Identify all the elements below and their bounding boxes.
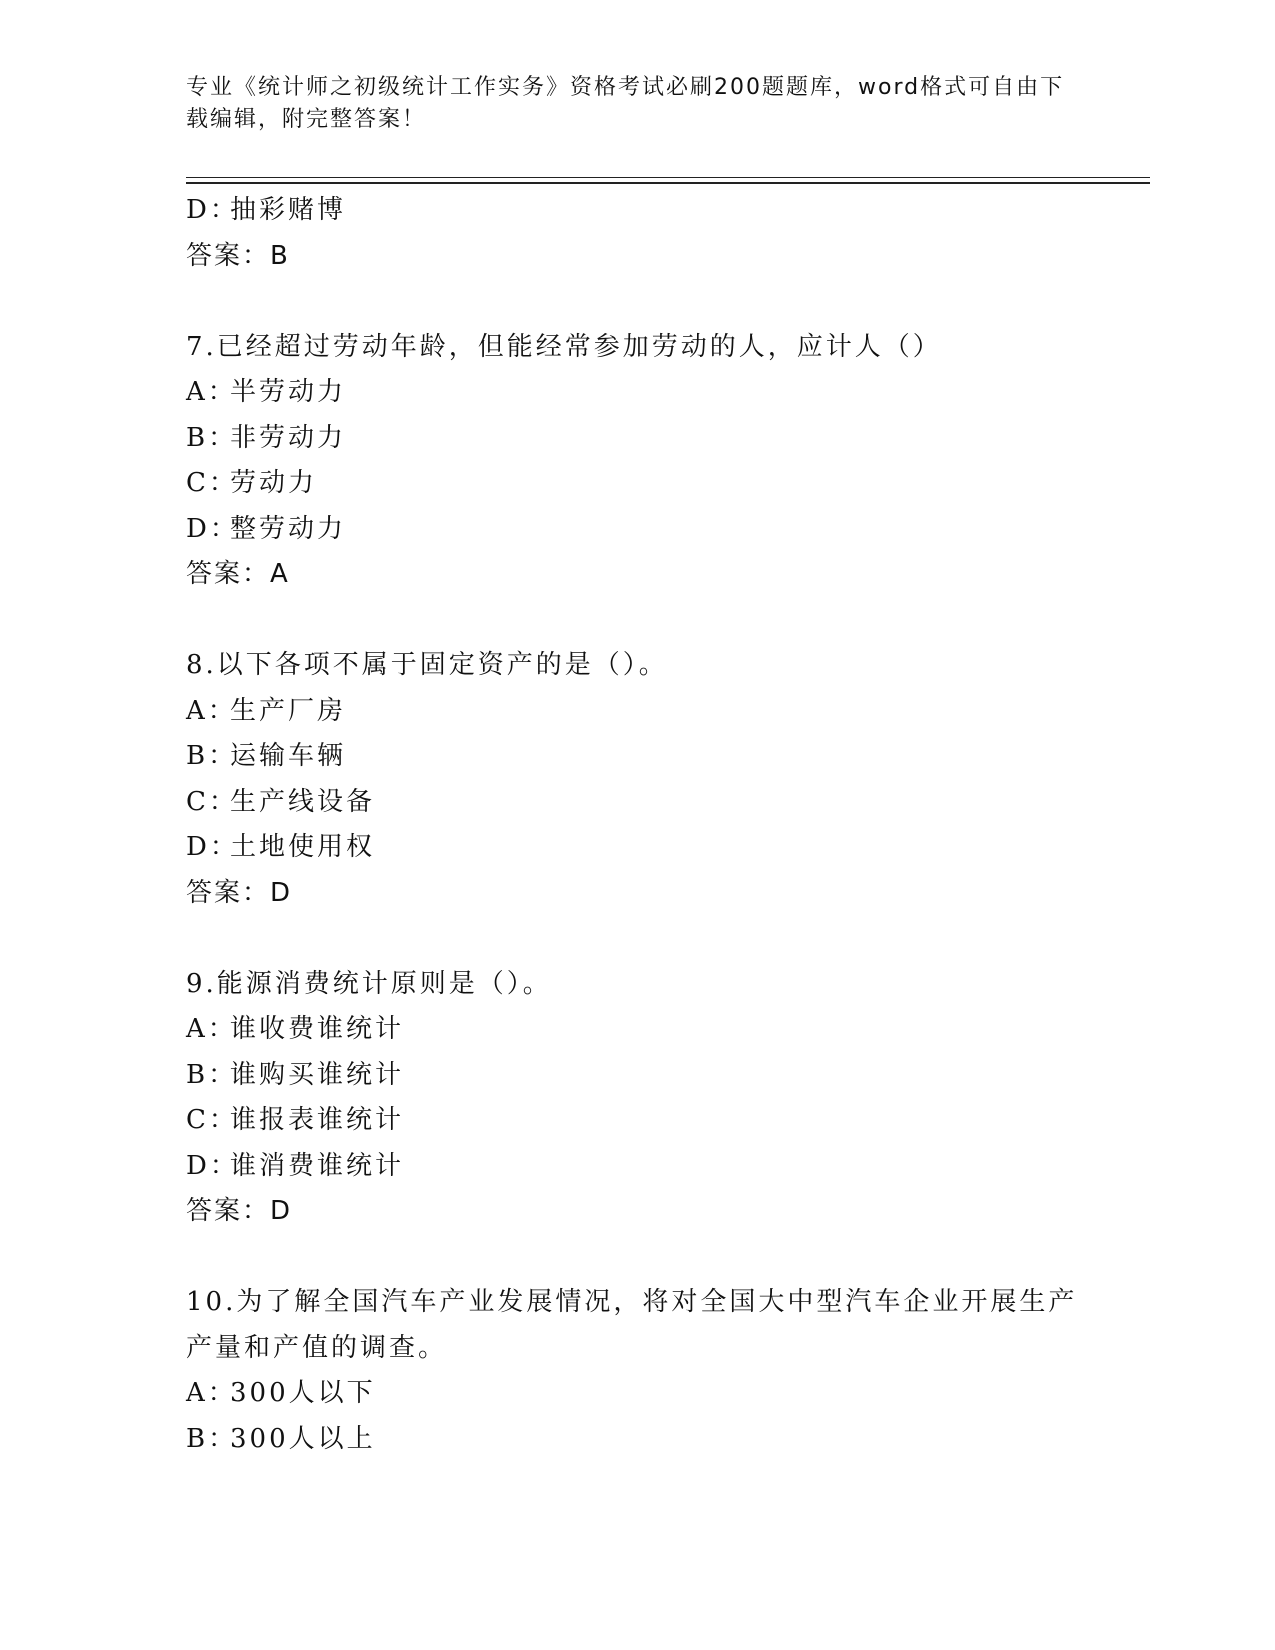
option-text: 半劳动力 (230, 377, 347, 407)
option-text: 谁消费谁统计 (230, 1150, 405, 1181)
option-line (186, 780, 1086, 826)
option-letter: A： (186, 1014, 237, 1044)
option-text: 谁报表谁统计 (230, 1105, 405, 1135)
option-text: 生产厂房 (230, 695, 347, 726)
question-text: 10.为了解全国汽车产业发展情况，将对全国大中型汽车企业开展生产 (186, 1287, 1078, 1317)
header-divider-thick (186, 182, 1150, 184)
spacer (186, 279, 1086, 325)
question-text: 9.能源消费统计原则是（）。 (186, 968, 552, 999)
option-line (186, 1371, 1086, 1417)
option-letter: B： (186, 1059, 238, 1090)
option-line (186, 1098, 1086, 1144)
option-line (186, 188, 1086, 234)
option-text: 运输车辆 (230, 741, 347, 771)
option-letter: A： (186, 695, 237, 726)
answer-line: 答案：D (186, 1196, 293, 1226)
option-line (186, 825, 1086, 871)
spacer (186, 598, 1086, 644)
option-text: 劳动力 (230, 468, 318, 498)
question-text: 产量和产值的调查。 (186, 1332, 448, 1363)
option-text: 300人以下 (230, 1378, 376, 1408)
option-letter: A： (186, 1378, 237, 1408)
option-line (186, 1144, 1086, 1190)
option-letter: D： (186, 832, 239, 862)
option-text: 谁购买谁统计 (230, 1059, 405, 1090)
header-divider-thin (186, 177, 1150, 178)
option-text: 生产线设备 (230, 786, 376, 817)
question-list (186, 188, 1086, 1462)
option-text: 非劳动力 (230, 422, 347, 453)
option-line (186, 507, 1086, 553)
option-letter: D： (186, 195, 239, 225)
option-letter: B： (186, 1423, 238, 1454)
spacer (186, 1235, 1086, 1281)
header-text: 专业《统计师之初级统计工作实务》资格考试必刷200题题库，word格式可自由下载编辑，附完整答案！ (186, 75, 1065, 132)
option-line (186, 734, 1086, 780)
option-line (186, 1007, 1086, 1053)
option-letter: B： (186, 422, 238, 453)
spacer (186, 916, 1086, 962)
option-line (186, 1053, 1086, 1099)
option-letter: B： (186, 741, 238, 771)
option-line (186, 416, 1086, 462)
option-text: 整劳动力 (230, 513, 347, 544)
option-text: 抽彩赌博 (230, 195, 347, 225)
option-line (186, 461, 1086, 507)
option-line (186, 370, 1086, 416)
answer-line: 答案：D (186, 877, 293, 908)
option-line (186, 689, 1086, 735)
option-text: 300人以上 (230, 1423, 376, 1454)
option-letter: C： (186, 1105, 238, 1135)
option-letter: C： (186, 786, 238, 817)
option-letter: D： (186, 513, 239, 544)
option-letter: D： (186, 1150, 239, 1181)
option-text: 土地使用权 (230, 832, 376, 862)
option-letter: C： (186, 468, 238, 498)
option-letter: A： (186, 377, 237, 407)
document-header (186, 72, 1086, 136)
option-line (186, 1417, 1086, 1463)
question-text: 8.以下各项不属于固定资产的是（）。 (186, 650, 668, 680)
question-text: 7.已经超过劳动年龄，但能经常参加劳动的人，应计人（） (186, 331, 942, 362)
option-text: 谁收费谁统计 (230, 1014, 405, 1044)
answer-line: 答案：A (186, 559, 290, 589)
answer-line: 答案：B (186, 240, 290, 271)
